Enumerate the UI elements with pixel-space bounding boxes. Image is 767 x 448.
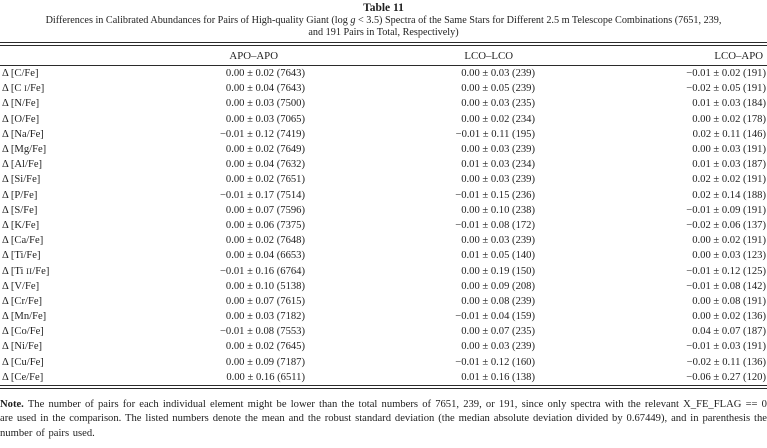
element-label: Δ [Al/Fe]	[2, 159, 43, 171]
table-row	[0, 294, 767, 309]
value-cell: 0.00 ± 0.02 (7648)	[225, 235, 305, 247]
value-cell: 0.00 ± 0.02 (234)	[461, 113, 535, 125]
element-label: Δ [Co/Fe]	[2, 326, 44, 338]
table-row	[0, 81, 767, 96]
value-cell: 0.00 ± 0.10 (238)	[461, 204, 535, 216]
value-cell: 0.00 ± 0.02 (7649)	[225, 144, 305, 156]
element-label: Δ [Ti II/Fe]	[2, 265, 50, 277]
value-cell: 0.00 ± 0.05 (239)	[461, 83, 535, 95]
element-label: Δ [Ni/Fe]	[2, 341, 43, 353]
element-label: Δ [Si/Fe]	[2, 174, 41, 186]
value-cell: 0.00 ± 0.02 (7643)	[225, 68, 305, 80]
element-label: Δ [K/Fe]	[2, 219, 40, 231]
table-row	[0, 172, 767, 187]
value-cell: 0.00 ± 0.03 (7182)	[225, 311, 305, 323]
table-row	[0, 263, 767, 278]
element-label: Δ [Cr/Fe]	[2, 295, 43, 307]
value-cell: 0.01 ± 0.03 (187)	[692, 159, 766, 171]
element-label: Δ [Ca/Fe]	[2, 235, 44, 247]
value-cell: 0.00 ± 0.03 (239)	[461, 144, 535, 156]
value-cell: −0.01 ± 0.08 (142)	[686, 280, 766, 292]
value-cell: 0.00 ± 0.08 (239)	[461, 295, 535, 307]
value-cell: 0.00 ± 0.02 (191)	[692, 235, 766, 247]
value-cell: 0.01 ± 0.05 (140)	[461, 250, 535, 262]
value-cell: 0.02 ± 0.02 (191)	[692, 174, 766, 186]
element-label: Δ [Na/Fe]	[2, 128, 44, 140]
value-cell: −0.01 ± 0.08 (172)	[455, 219, 535, 231]
value-cell: 0.00 ± 0.03 (123)	[692, 250, 766, 262]
table-row	[0, 233, 767, 248]
value-cell: 0.00 ± 0.07 (7596)	[225, 204, 305, 216]
value-cell: 0.00 ± 0.09 (7187)	[225, 356, 305, 368]
note-label: Note.	[0, 398, 24, 410]
table-row	[0, 248, 767, 263]
table-body	[0, 66, 767, 385]
value-cell: −0.01 ± 0.16 (6764)	[219, 265, 305, 277]
value-cell: 0.00 ± 0.04 (7643)	[225, 83, 305, 95]
table-header-row	[0, 46, 767, 65]
table-note	[0, 398, 767, 441]
value-cell: 0.00 ± 0.03 (7500)	[225, 98, 305, 110]
element-label: Δ [C I/Fe]	[2, 83, 45, 95]
value-cell: −0.01 ± 0.02 (191)	[686, 68, 766, 80]
value-cell: 0.02 ± 0.14 (188)	[692, 189, 766, 201]
value-cell: −0.01 ± 0.12 (7419)	[219, 128, 305, 140]
value-cell: 0.00 ± 0.03 (239)	[461, 341, 535, 353]
element-label: Δ [Cu/Fe]	[2, 356, 44, 368]
table-row	[0, 279, 767, 294]
value-cell: −0.01 ± 0.12 (125)	[686, 265, 766, 277]
value-cell: 0.00 ± 0.19 (150)	[461, 265, 535, 277]
value-cell: 0.00 ± 0.04 (6653)	[225, 250, 305, 262]
value-cell: 0.00 ± 0.06 (7375)	[225, 219, 305, 231]
value-cell: −0.01 ± 0.03 (191)	[686, 341, 766, 353]
element-label: Δ [Mn/Fe]	[2, 311, 47, 323]
table-row	[0, 309, 767, 324]
table-row	[0, 355, 767, 370]
value-cell: −0.02 ± 0.06 (137)	[686, 219, 766, 231]
table-row	[0, 370, 767, 385]
element-label: Δ [S/Fe]	[2, 204, 38, 216]
table-caption-line-1: Differences in Calibrated Abundances for Pairs of High-quality Giant (log g < 3.5) Spectra of the Same Stars for Different 2.5 m Telescope Combinations (7651, 239,	[45, 15, 722, 26]
element-label: Δ [Ce/Fe]	[2, 371, 44, 383]
value-cell: 0.00 ± 0.03 (235)	[461, 98, 535, 110]
value-cell: 0.01 ± 0.03 (234)	[461, 159, 535, 171]
table-row	[0, 203, 767, 218]
value-cell: 0.00 ± 0.07 (7615)	[225, 295, 305, 307]
column-header-lco-lco: LCO–LCO	[464, 49, 513, 62]
value-cell: 0.00 ± 0.16 (6511)	[226, 371, 305, 383]
value-cell: 0.00 ± 0.02 (136)	[692, 311, 766, 323]
value-cell: 0.01 ± 0.03 (184)	[692, 98, 766, 110]
element-label: Δ [O/Fe]	[2, 113, 40, 125]
table-row	[0, 142, 767, 157]
table-row	[0, 157, 767, 172]
column-header-apo-apo: APO–APO	[229, 49, 278, 62]
element-label: Δ [C/Fe]	[2, 68, 39, 80]
value-cell: −0.01 ± 0.04 (159)	[455, 311, 535, 323]
value-cell: 0.00 ± 0.07 (235)	[461, 326, 535, 338]
table-row	[0, 218, 767, 233]
value-cell: 0.00 ± 0.09 (208)	[461, 280, 535, 292]
value-cell: 0.00 ± 0.10 (5138)	[225, 280, 305, 292]
value-cell: 0.00 ± 0.03 (239)	[461, 68, 535, 80]
value-cell: −0.02 ± 0.11 (136)	[686, 356, 766, 368]
element-label: Δ [Ti/Fe]	[2, 250, 41, 262]
table-row	[0, 188, 767, 203]
value-cell: −0.01 ± 0.12 (160)	[455, 356, 535, 368]
value-cell: 0.02 ± 0.11 (146)	[692, 128, 766, 140]
value-cell: 0.00 ± 0.03 (239)	[461, 235, 535, 247]
table-bottom-rule	[0, 385, 767, 389]
table-row	[0, 324, 767, 339]
value-cell: −0.01 ± 0.11 (195)	[455, 128, 535, 140]
table-caption	[0, 15, 767, 38]
note-text: The number of pairs for each individual element might be lower than the total numbers of 7651, 239, or 191, since only spectra with the relevant X_FE_FLAG == 0 are used in the comparison. The listed numbers denote the mean and the robust standard deviation (the median absolute deviation divided by 0.67449), and in parenthesis the number of pairs used.	[0, 398, 767, 439]
value-cell: 0.00 ± 0.02 (7651)	[225, 174, 305, 186]
value-cell: 0.00 ± 0.02 (178)	[692, 113, 766, 125]
column-header-lco-apo: LCO–APO	[714, 49, 763, 62]
value-cell: 0.00 ± 0.08 (191)	[692, 295, 766, 307]
table-caption-line-2: and 191 Pairs in Total, Respectively)	[308, 26, 459, 38]
value-cell: 0.04 ± 0.07 (187)	[692, 326, 766, 338]
value-cell: 0.00 ± 0.02 (7645)	[225, 341, 305, 353]
value-cell: −0.01 ± 0.08 (7553)	[219, 326, 305, 338]
element-label: Δ [P/Fe]	[2, 189, 38, 201]
value-cell: −0.01 ± 0.15 (236)	[455, 189, 535, 201]
element-label: Δ [N/Fe]	[2, 98, 40, 110]
value-cell: −0.01 ± 0.17 (7514)	[219, 189, 305, 201]
table-row	[0, 127, 767, 142]
value-cell: −0.06 ± 0.27 (120)	[686, 371, 766, 383]
table-row	[0, 96, 767, 111]
value-cell: 0.00 ± 0.03 (191)	[692, 144, 766, 156]
element-label: Δ [Mg/Fe]	[2, 144, 47, 156]
value-cell: −0.01 ± 0.09 (191)	[686, 204, 766, 216]
table-row	[0, 112, 767, 127]
value-cell: 0.00 ± 0.03 (7065)	[225, 113, 305, 125]
value-cell: 0.00 ± 0.03 (239)	[461, 174, 535, 186]
element-label: Δ [V/Fe]	[2, 280, 40, 292]
table-title: Table 11	[363, 2, 404, 14]
table-row	[0, 339, 767, 354]
table-row	[0, 66, 767, 81]
value-cell: 0.00 ± 0.04 (7632)	[225, 159, 305, 171]
value-cell: −0.02 ± 0.05 (191)	[686, 83, 766, 95]
value-cell: 0.01 ± 0.16 (138)	[461, 371, 535, 383]
